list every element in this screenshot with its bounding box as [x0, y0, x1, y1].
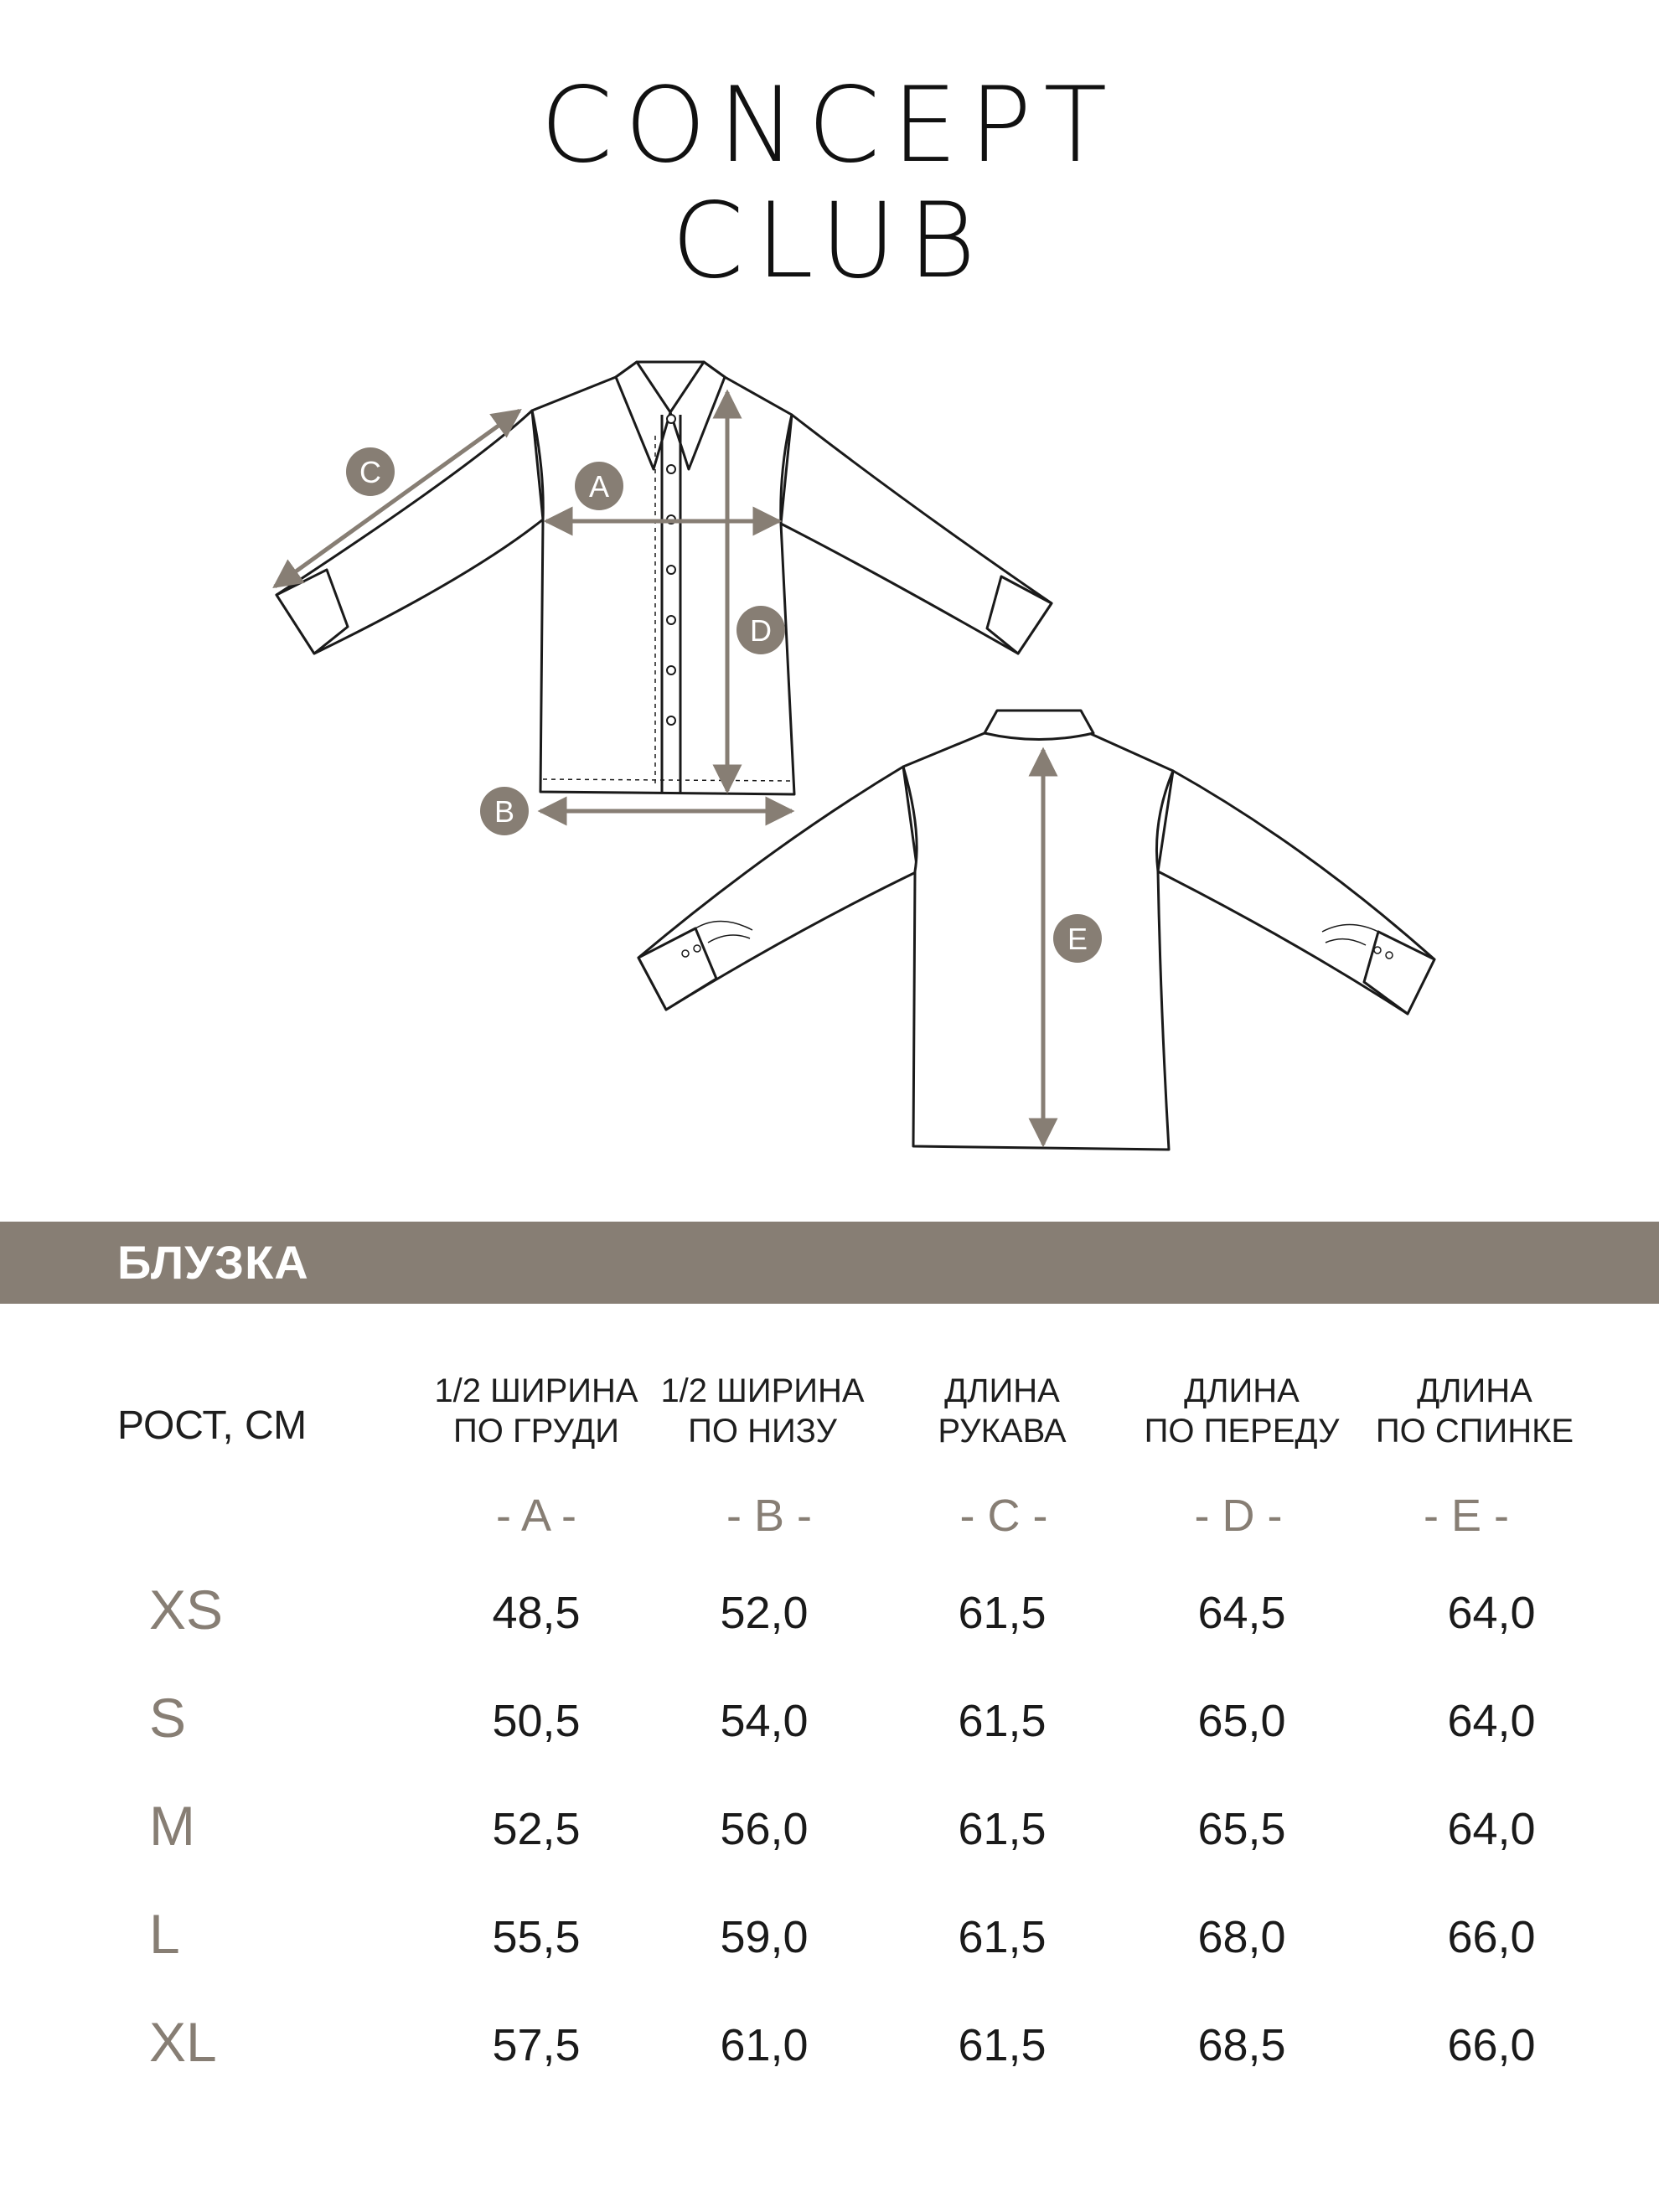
table-cell: 68,5 [1197, 2020, 1286, 2070]
col-letter-a: - A - [495, 1491, 577, 1541]
table-cell: 64,0 [1447, 1588, 1536, 1638]
badge-label-a: A [588, 469, 610, 504]
brand-logo-line1: CONCEPT [540, 65, 1119, 186]
badge-label-e: E [1067, 922, 1088, 956]
badge-label-b: B [494, 794, 515, 829]
table-cell: 59,0 [720, 1912, 809, 1962]
table-cell: 48,5 [492, 1588, 581, 1638]
col-header-a [419, 1371, 654, 1451]
table-cell: 65,5 [1197, 1804, 1286, 1854]
col-letter-b: - B - [726, 1491, 812, 1541]
table-cell: 61,0 [720, 2020, 809, 2070]
table-cell: 61,5 [958, 1588, 1047, 1638]
table-cell: 64,5 [1197, 1588, 1286, 1638]
table-cell: 61,5 [958, 1696, 1047, 1746]
table-cell: 54,0 [720, 1696, 809, 1746]
brand-logo-line2: CLUB [671, 181, 988, 302]
table-cell: 64,0 [1447, 1804, 1536, 1854]
table-cell: 57,5 [492, 2020, 581, 2070]
col-header-e [1357, 1371, 1592, 1451]
col-header-d-line2: ПО ПЕРЕДУ [1144, 1413, 1340, 1450]
col-header-c [885, 1371, 1119, 1451]
table-cell: 52,5 [492, 1804, 581, 1854]
size-label: S [149, 1687, 187, 1749]
front-view-shirt [276, 362, 1052, 794]
col-header-b-line1: 1/2 ШИРИНА [660, 1372, 865, 1409]
col-header-c-line1: ДЛИНА [944, 1372, 1060, 1409]
badge-label-c: C [359, 455, 381, 489]
table-cell: 65,0 [1197, 1696, 1286, 1746]
table-cell: 64,0 [1447, 1696, 1536, 1746]
size-label: XL [149, 2011, 217, 2073]
size-label: L [149, 1903, 180, 1965]
col-letter-e: - E - [1424, 1491, 1509, 1541]
section-band [0, 1222, 1659, 1304]
table-cell: 61,5 [958, 1912, 1047, 1962]
table-cell: 61,5 [958, 2020, 1047, 2070]
table-cell: 61,5 [958, 1804, 1047, 1854]
col-header-d [1124, 1371, 1359, 1451]
size-label: XS [149, 1579, 224, 1641]
table-cell: 52,0 [720, 1588, 809, 1638]
col-letter-d: - D - [1194, 1491, 1283, 1541]
col-header-c-line2: РУКАВА [938, 1413, 1067, 1450]
col-header-e-line1: ДЛИНА [1417, 1372, 1532, 1409]
col-header-a-line1: 1/2 ШИРИНА [434, 1372, 638, 1409]
col-header-b-line2: ПО НИЗУ [688, 1413, 837, 1450]
col-header-a-line2: ПО ГРУДИ [453, 1413, 619, 1450]
col-header-b [645, 1371, 880, 1451]
table-cell: 50,5 [492, 1696, 581, 1746]
table-cell: 55,5 [492, 1912, 581, 1962]
table-cell: 66,0 [1447, 1912, 1536, 1962]
section-title: БЛУЗКА [117, 1236, 309, 1289]
size-label: M [149, 1795, 195, 1857]
col-letter-c: - C - [959, 1491, 1048, 1541]
table-cell: 66,0 [1447, 2020, 1536, 2070]
row-header: РОСТ, СМ [117, 1403, 308, 1448]
badge-label-d: D [750, 613, 772, 648]
col-header-d-line1: ДЛИНА [1184, 1372, 1300, 1409]
table-cell: 56,0 [720, 1804, 809, 1854]
table-cell: 68,0 [1197, 1912, 1286, 1962]
col-header-e-line2: ПО СПИНКЕ [1375, 1413, 1574, 1450]
